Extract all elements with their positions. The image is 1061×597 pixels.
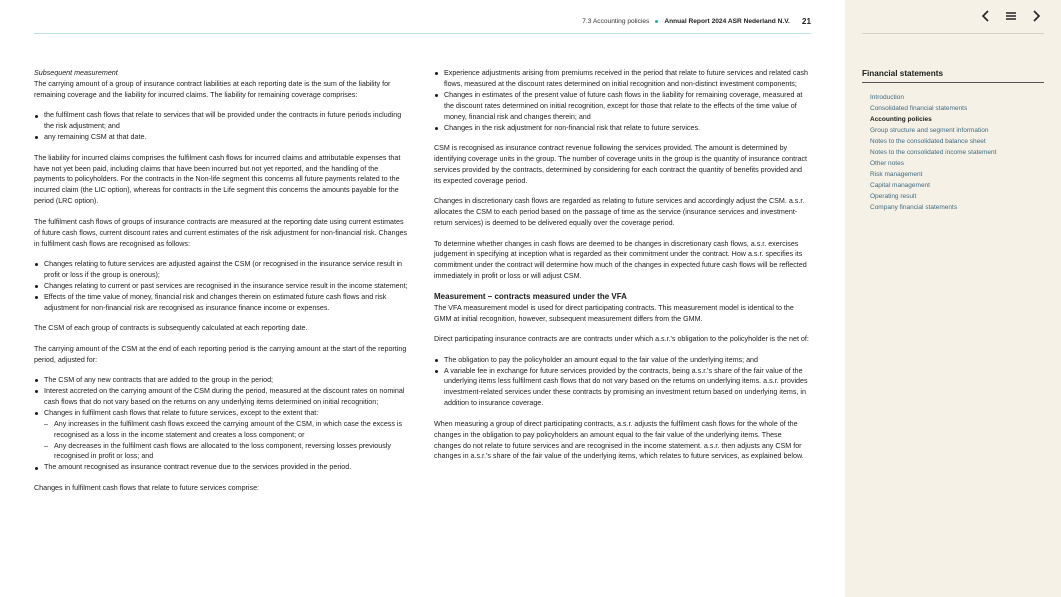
list-item: A variable fee in exchange for future services provided by the contracts, being a.s.r.'s share of the fair value of the underlying items less fulfilment cash flows that do not vary based on the returns on underlying items. a.s.r. provides investment-related services under these contracts by promising an investment return based on underlying items, in addition to insurance coverage. <box>434 366 810 410</box>
sub-list-item: – Any increases in the fulfilment cash flows exceed the carrying amount of the CSM, in which case the excess is recognised as a loss in the income statement and creates a loss component; or <box>44 419 410 441</box>
sidebar <box>845 0 1061 597</box>
left-column <box>34 68 410 503</box>
paragraph: The fulfilment cash flows of groups of insurance contracts are measured at the reporting date using current estimates of future cash flows, current discount rates and current estimates of the risk adjustment for non-financial risk. Changes in fulfilment cash flows are recognised as follows: <box>34 217 408 248</box>
page-header <box>34 14 811 28</box>
list-item: Changes in estimates of the present value of future cash flows in the liability for remaining coverage, measured at the discount rates determined on initial recognition, except for those that relate to the effects of the time value of money, financial risk and changes therein; and <box>434 90 810 123</box>
chevron-right-icon[interactable] <box>1029 9 1043 23</box>
toc-item-risk-management[interactable]: Risk management <box>870 171 923 178</box>
paragraph: The carrying amount of a group of insurance contract liabilities at each reporting date is the sum of the liability for remaining coverage and the liability for incurred claims. The liability for remaining coverage comprises: <box>34 79 391 99</box>
list-item: The CSM of any new contracts that are added to the group in the period; <box>34 375 410 386</box>
bullet-list <box>34 375 410 473</box>
paragraph: Changes in fulfilment cash flows that relate to future services comprise: <box>34 483 260 492</box>
header-report-title: Annual Report 2024 ASR Nederland N.V. <box>664 17 790 25</box>
menu-icon[interactable] <box>1004 9 1018 23</box>
toc-item-capital-management[interactable]: Capital management <box>870 182 930 189</box>
list-item: Changes relating to current or past services are recognised in the insurance service result in the income statement; <box>34 281 410 292</box>
navigation-controls <box>979 9 1043 23</box>
list-item: The amount recognised as insurance contract revenue due to the services provided in the period. <box>34 462 410 473</box>
header-divider <box>34 33 811 34</box>
sidebar-divider <box>862 33 1044 34</box>
paragraph: When measuring a group of direct participating contracts, a.s.r. adjusts the fulfilment cash flows for the whole of the changes in the obligation to pay policyholders an amount equal to the fair value of the underlying items. These changes do not relate to future services and are recognised in the income statement. a.s.r. then adjusts any CSM for changes in a.s.r.'s share of the fair value of the underlying items, which relates to future services, as explained below. <box>434 419 804 461</box>
paragraph: The VFA measurement model is used for direct participating contracts. This measurement model is identical to the GMM at initial recognition, however, subsequent measurement differs from the GMM. <box>434 303 794 323</box>
section-heading-vfa: Measurement – contracts measured under the VFA <box>434 291 627 301</box>
sidebar-title: Financial statements <box>862 69 943 78</box>
sub-list-item: – Any decreases in the fulfilment cash flows are allocated to the loss component, reversing losses previously recognised in profit or loss; and <box>44 441 410 463</box>
toc-item-notes-to-the-consolidated-balance-sheet[interactable]: Notes to the consolidated balance sheet <box>870 138 986 145</box>
toc-item-group-structure-and-segment-information[interactable]: Group structure and segment information <box>870 127 989 134</box>
right-column <box>434 68 810 472</box>
toc-item-other-notes[interactable]: Other notes <box>870 160 904 167</box>
bullet-list <box>34 110 410 143</box>
toc-item-notes-to-the-consolidated-income-statement[interactable]: Notes to the consolidated income statement <box>870 149 997 156</box>
paragraph: To determine whether changes in cash flows are deemed to be changes in discretionary cash flows, a.s.r. exercises judgement in specifying at inception what is regarded as their commitment under the contract. How a.s.r. specifies its commitment under the contract will determine how much of the changes in expected future cash flows will be reflected immediately in profit or loss or will adjust CSM. <box>434 239 807 281</box>
header-section: 7.3 Accounting policies <box>582 17 650 25</box>
toc-item-introduction[interactable]: Introduction <box>870 94 904 101</box>
sidebar-title-underline <box>862 82 1044 83</box>
list-item: Effects of the time value of money, financial risk and changes therein on estimated future cash flows and risk adjustment for non-financial risk are recognised as insurance finance income or expenses. <box>34 292 410 314</box>
toc-item-company-financial-statements[interactable]: Company financial statements <box>870 204 958 211</box>
header-separator-dot <box>655 20 658 23</box>
paragraph: Direct participating insurance contracts are are contracts under which a.s.r.'s obligation to the policyholder is the net of: <box>434 335 809 344</box>
page-number: 21 <box>801 16 811 26</box>
chevron-left-icon[interactable] <box>979 9 993 23</box>
toc-item-accounting-policies[interactable]: Accounting policies <box>870 116 932 123</box>
list-item: Interest accreted on the carrying amount of the CSM during the period, measured at the discount rates on nominal cash flows that do not vary based on the returns on any underlying items determined on initial recognition; <box>34 386 410 408</box>
bullet-list <box>434 355 810 410</box>
list-item: The obligation to pay the policyholder an amount equal to the fair value of the underlying items; and <box>434 355 810 366</box>
paragraph: The carrying amount of the CSM at the end of each reporting period is the carrying amount at the start of the reporting period, adjusted for: <box>34 344 407 364</box>
sub-list <box>44 419 410 463</box>
list-item: any remaining CSM at that date. <box>34 132 410 143</box>
table-of-contents <box>870 92 996 213</box>
list-item: Changes in the risk adjustment for non-financial risk that relate to future services. <box>434 123 810 134</box>
list-item <box>34 408 410 463</box>
list-item: the fulfilment cash flows that relate to services that will be provided under the contracts in future periods including the risk adjustment; and <box>34 110 410 132</box>
paragraph: CSM is recognised as insurance contract revenue following the services provided. The amount is determined by identifying coverage units in the group. The number of coverage units in the group is the quantity of insurance contract services provided by the contracts, determined by considering for each contract the quantity of benefits provided and its expected coverage period. <box>434 144 807 185</box>
bullet-list <box>34 259 410 314</box>
section-heading-subsequent-measurement: Subsequent measurement <box>34 69 118 77</box>
toc-item-operating-result[interactable]: Operating result <box>870 193 917 200</box>
paragraph: The liability for incurred claims comprises the fulfilment cash flows for incurred claims and attributable expenses that have not yet been paid, including claims that have been incurred but not yet reported, and the handling of the payments to policyholders. For the contracts in the Non-life segment this concerns all future payments related to the incurred claim (the LIC option), whereas for contracts in the Life segment this concerns the amounts payable for the period (LRC option). <box>34 153 401 206</box>
paragraph: Changes in discretionary cash flows are regarded as relating to future services and accordingly adjust the CSM. a.s.r. allocates the CSM to each period based on the passage of time as the service (insurance services and investment-return services) is deemed to be delivered equally over the coverage period. <box>434 197 805 228</box>
list-item: Experience adjustments arising from premiums received in the period that relate to future services and related cash flows, measured at the discount rates determined on initial recognition and non-distinct investment components; <box>434 68 810 90</box>
list-item-text: Changes in fulfilment cash flows that relate to future services, except to the extent that: <box>44 408 319 417</box>
bullet-list <box>434 68 810 133</box>
list-item: Changes relating to future services are adjusted against the CSM (or recognised in the insurance service result in profit or loss if the group is onerous); <box>34 259 410 281</box>
paragraph: The CSM of each group of contracts is subsequently calculated at each reporting date. <box>34 324 308 333</box>
toc-item-consolidated-financial-statements[interactable]: Consolidated financial statements <box>870 105 968 112</box>
